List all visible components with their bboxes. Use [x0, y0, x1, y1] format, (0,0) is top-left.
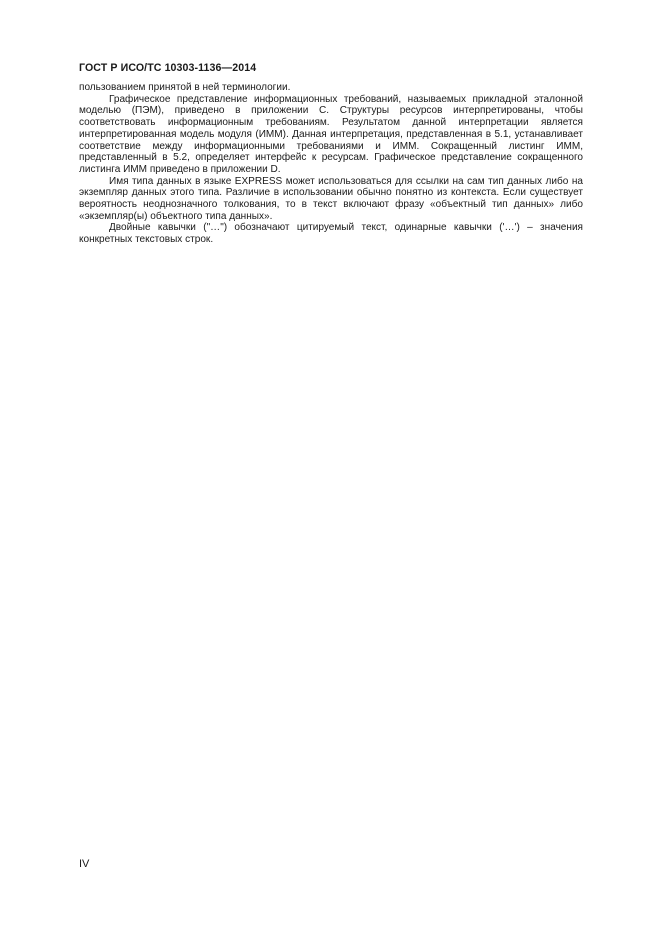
standard-id: ГОСТ Р ИСО/ТС 10303-1136—2014 [79, 62, 257, 74]
paragraph-quotation-marks: Двойные кавычки ("…") обозначают цитируемый текст, одинарные кавычки ('…') – значения конкретных текстовых строк. [79, 222, 583, 246]
paragraph-express-type-names: Имя типа данных в языке EXPRESS может использоваться для ссылки на сам тип данных либо на экземпляр данных этого типа. Различие в использовании обычно понятно из контекста. Если существует вероятность неоднозначного толкования, то в текст включают фразу «объектный тип данных» либо «экземпляр(ы) объектного типа данных». [79, 175, 583, 222]
page-number: IV [79, 858, 90, 870]
body-text [79, 82, 583, 246]
paragraph-graphical-representation: Графическое представление информационных требований, называемых прикладной эталонной моделью (ПЭМ), приведено в приложении C. Структуры ресурсов интерпретированы, чтобы соответствовать информационным требованиям. Результатом данной интерпретации является интерпретированная модель модуля (ИММ). Данная интерпретация, представленная в 5.1, устанавливает соответствие между информационными требованиями и ИММ. Сокращенный листинг ИММ, представленный в 5.2, определяет интерфейс к ресурсам. Графическое представление сокращенного листинга ИММ приведено в приложении D. [79, 93, 583, 175]
paragraph-continuation: пользованием принятой в ней терминологии. [79, 82, 291, 93]
page-header [79, 62, 256, 74]
